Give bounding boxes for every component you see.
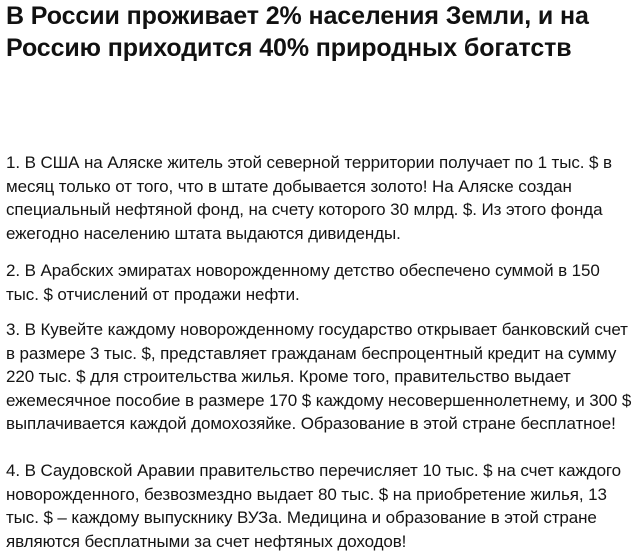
article-title: В России проживает 2% населения Земли, и на Россию приходится 40% природных богатств <box>6 2 589 62</box>
paragraph-kuwait: 3. В Кувейте каждому новорожденному государство открывает банковский счет в размере 3 тыс. $, представляет гражданам беспроцентный кредит на сумму 220 тыс. $ для строительства жилья. Кроме того, правительство выдает ежемесячное пособие в размере 170 $ каждому несовершеннолетнему, и 300 $ выплачивается каждой домохозяйке. Образование в этой стране бесплатное! <box>6 320 632 433</box>
paragraph-saudi-arabia: 4. В Саудовской Аравии правительство перечисляет 10 тыс. $ на счет каждого новорожденного, безвозмездно выдает 80 тыс. $ на приобретение жилья, 13 тыс. $ – каждому выпускнику ВУЗа. Медицина и образование в этой стране являются бесплатными за счет нефтяных доходов! <box>6 461 622 551</box>
paragraph-uae: 2. В Арабских эмиратах новорожденному детство обеспечено суммой в 150 тыс. $ отчислений от продажи нефти. <box>6 261 600 304</box>
paragraph-usa-alaska: 1. В США на Аляске житель этой северной территории получает по 1 тыс. $ в месяц только от того, что в штате добывается золото! На Аляске создан специальный нефтяной фонд, на счету которого 30 млрд. $. Из этого фонда ежегодно населению штата выдаются дивиденды. <box>6 153 612 243</box>
